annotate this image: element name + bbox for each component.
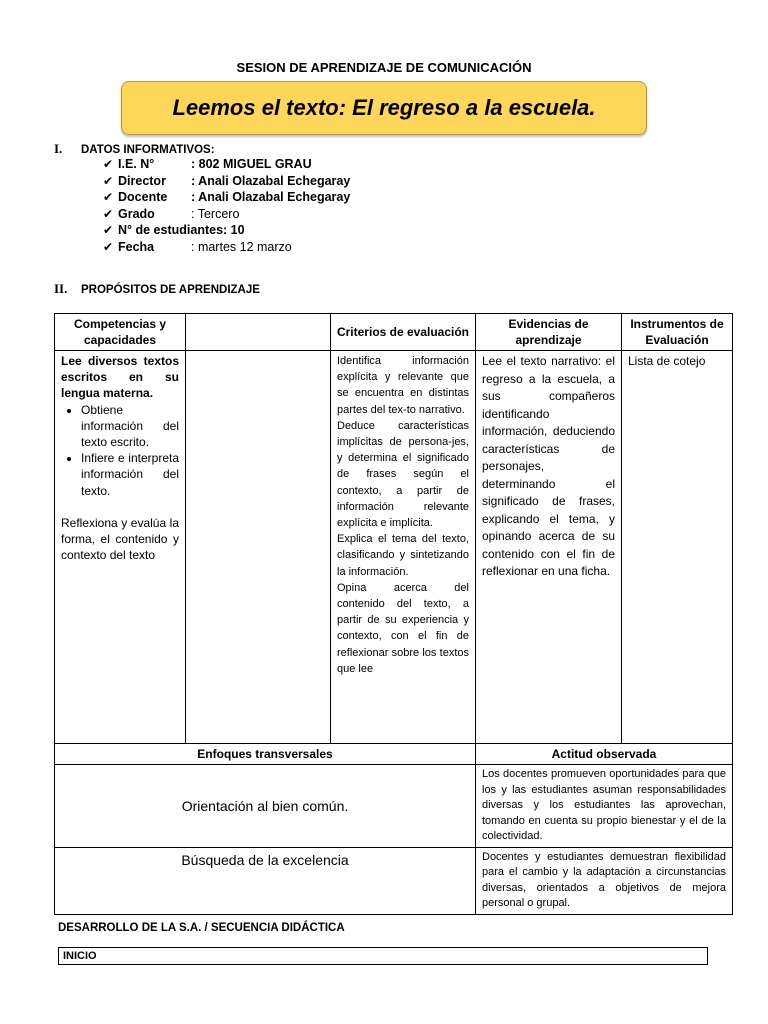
- check-icon: ✔: [103, 190, 114, 204]
- session-title: Leemos el texto: El regreso a la escuela.: [172, 95, 596, 120]
- header-competencias: Competencias y capacidades: [55, 314, 186, 351]
- capacidad-item: • Obtiene información del texto escrito.: [81, 402, 179, 451]
- header-evidencias: Evidencias de aprendizaje: [476, 314, 622, 351]
- criterio-item: Deduce características implícitas de persona-jes, y determina el significado de frases según el contexto, a partir de información relevante explícita e implícita.: [337, 419, 469, 530]
- info-list: [103, 156, 350, 255]
- section-2-roman: II.: [54, 281, 68, 296]
- enfoques-header-row: [55, 744, 733, 765]
- info-label: Docente: [118, 190, 168, 204]
- enfoque-actitud: Los docentes promueven oportunidades para que los y las estudiantes asuman responsabilidades diversas y los estudiantes las aprovechan, tomando en cuenta su propio bienestar y el de la colectividad.: [476, 765, 733, 848]
- capacidades-list: [35, 402, 179, 499]
- competencia-main: Lee diversos textos escritos en su lengua materna.: [61, 354, 179, 401]
- instrumentos-cell: Lista de cotejo: [622, 351, 733, 744]
- criterio-item: Explica el tema del texto, clasificando y sintetizando la información.: [337, 533, 469, 578]
- info-label: Fecha: [118, 239, 155, 254]
- title-banner: [121, 81, 647, 135]
- enfoque-name: Búsqueda de la excelencia: [55, 847, 476, 914]
- info-row-docente: [103, 189, 350, 206]
- header-actitud: Actitud observada: [476, 744, 733, 765]
- info-row-fecha: [103, 239, 350, 256]
- info-row-grado: [103, 206, 350, 223]
- check-icon: ✔: [103, 157, 114, 171]
- inicio-box: INICIO: [58, 947, 708, 965]
- table-header-row: [55, 314, 733, 351]
- enfoque-row: [55, 847, 733, 914]
- enfoque-name: Orientación al bien común.: [55, 765, 476, 848]
- blank-cell: [186, 351, 331, 744]
- enfoque-actitud: Docentes y estudiantes demuestran flexibilidad para el cambio y la adaptación a circunstancias diversas, orientados a objetivos de mejora personal o grupal.: [476, 847, 733, 914]
- section-2-heading: [54, 281, 260, 297]
- desarrollo-heading: DESARROLLO DE LA S.A. / SECUENCIA DIDÁCTICA: [58, 922, 345, 934]
- section-1-heading: [54, 141, 215, 157]
- info-row-director: [103, 173, 350, 190]
- info-value: : Tercero: [191, 206, 240, 221]
- header-instrumentos: Instrumentos de Evaluación: [622, 314, 733, 351]
- evidencias-cell: Lee el texto narrativo: el regreso a la escuela, a sus compañeros identificando información, deduciendo características de personajes, determinando el significado de frases, explicando el tema, y opinando acerca de su contenido con el fin de reflexionar en una ficha.: [476, 351, 622, 744]
- section-1-title: DATOS INFORMATIVOS:: [81, 144, 215, 156]
- header-blank: [186, 314, 331, 351]
- info-value: : 802 MIGUEL GRAU: [191, 157, 312, 171]
- header-criterios: Criterios de evaluación: [331, 314, 476, 351]
- info-row-ie: [103, 156, 350, 173]
- check-icon: ✔: [103, 206, 114, 221]
- info-label: I.E. N°: [118, 157, 155, 171]
- header-enfoques: Enfoques transversales: [55, 744, 476, 765]
- check-icon: ✔: [103, 223, 114, 237]
- competencia-extra: Reflexiona y evalúa la forma, el contenido y contexto del texto: [61, 515, 179, 563]
- criterios-cell: [331, 351, 476, 744]
- info-value: : Anali Olazabal Echegaray: [191, 190, 351, 204]
- info-label: N° de estudiantes: 10: [118, 223, 245, 237]
- capacidad-item: • Infiere e interpreta información del texto.: [81, 450, 179, 499]
- info-row-estudiantes: [103, 222, 350, 239]
- criterio-item: Opina acerca del contenido del texto, a partir de su experiencia y contexto, con el fin de reflexionar sobre los textos que lee: [337, 581, 469, 675]
- info-value: : martes 12 marzo: [191, 239, 292, 254]
- info-value: : Anali Olazabal Echegaray: [191, 173, 351, 188]
- check-icon: ✔: [103, 239, 114, 254]
- purposes-table: [54, 313, 733, 915]
- info-label: Grado: [118, 206, 155, 221]
- criterio-item: Identifica información explícita y relevante que se encuentra en distintas partes del tex-to narrativo.: [337, 355, 469, 416]
- check-icon: ✔: [103, 173, 114, 188]
- info-label: Director: [118, 173, 166, 188]
- section-1-roman: I.: [54, 141, 63, 156]
- page-heading: SESION DE APRENDIZAJE DE COMUNICACIÓN: [236, 60, 532, 75]
- table-row: [55, 351, 733, 744]
- section-2-title: PROPÓSITOS DE APRENDIZAJE: [81, 284, 260, 296]
- enfoque-row: [55, 765, 733, 848]
- competencias-cell: [55, 351, 186, 744]
